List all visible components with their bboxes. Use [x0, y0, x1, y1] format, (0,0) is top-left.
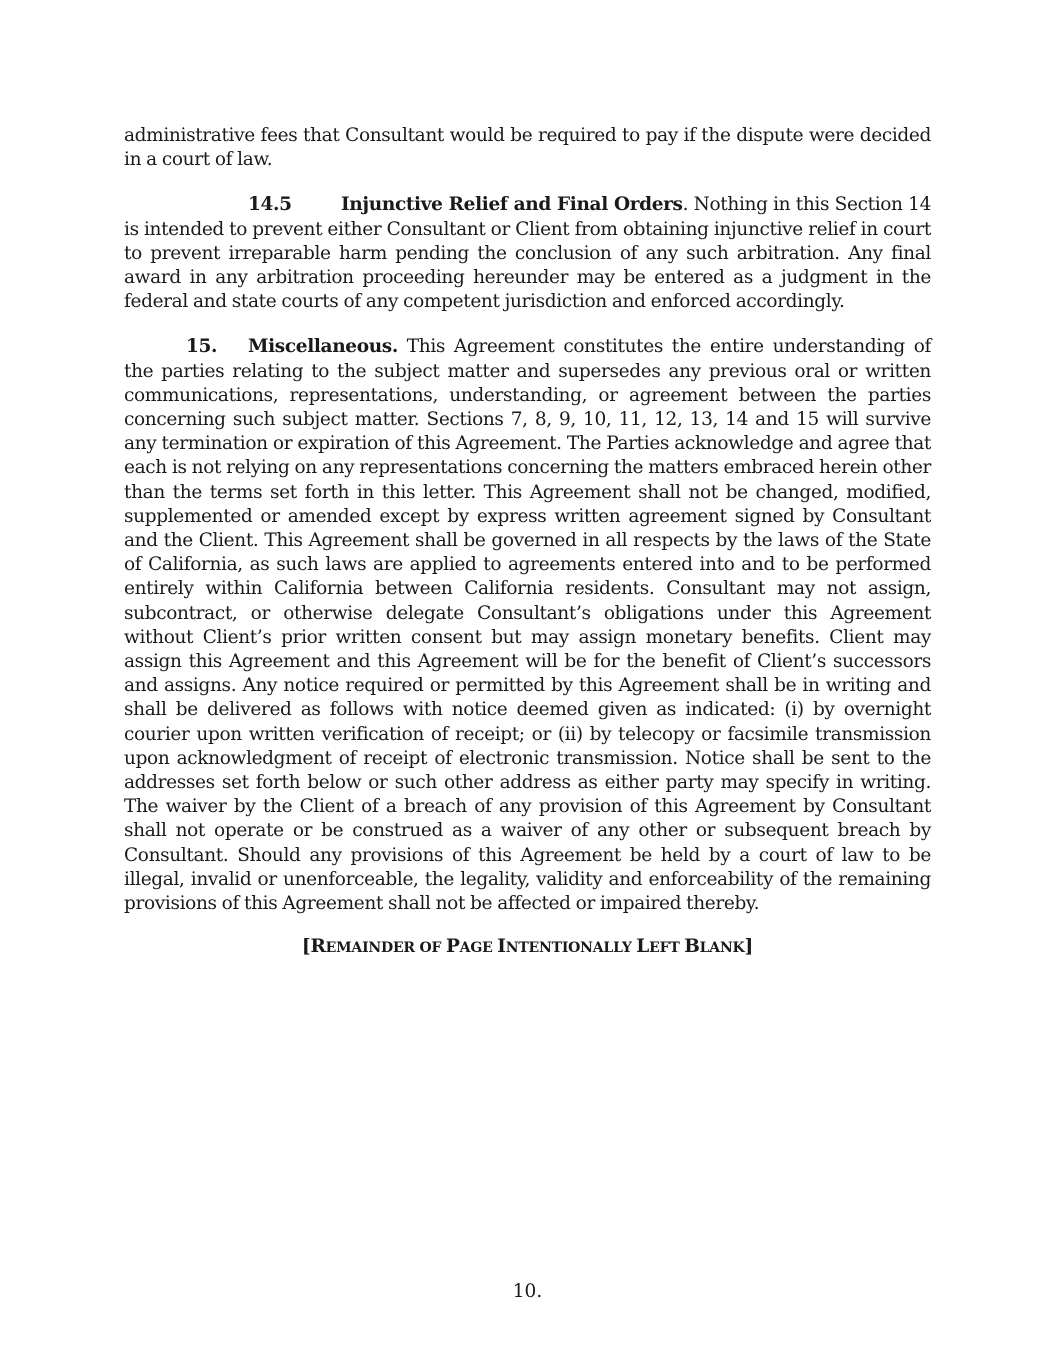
remainder-part: EMAINDER OF	[325, 940, 446, 957]
remainder-blank-notice	[124, 936, 931, 957]
page-number: 10.	[512, 1281, 543, 1302]
section-15-number: 15.	[186, 336, 218, 358]
remainder-part: I	[497, 936, 506, 958]
remainder-part: P	[445, 936, 460, 958]
remainder-part: NTENTIONALLY	[505, 940, 637, 957]
remainder-part: AGE	[459, 940, 498, 957]
document-page	[124, 124, 931, 957]
section-15-body: This Agreement constitutes the entire understanding of the parties relating to the subject matter and supersedes any previous oral or written communications, representations, understanding, or agreement between the parties concerning such subject matter. Sections 7, 8, 9, 10, 11, 12, 13, 14 and 15 will survive any termination or expiration of this Agreement. The Parties acknowledge and agree that each is not relying on any representations concerning the matters embraced herein other than the terms set forth in this letter. This Agreement shall not be changed, modified, supplemented or amended except by express written agreement signed by Consultant and the Client. This Agreement shall be governed in all respects by the laws of the State of California, as such laws are applied to agreements entered into and to be performed entirely within California between California residents. Consultant may not assign, subcontract, or otherwise delegate Consultant’s obligations under this Agreement without Client’s prior written consent but may assign monetary benefits. Client may assign this Agreement and this Agreement will be for the benefit of Client’s successors and assigns. Any notice required or permitted by this Agreement shall be in writing and shall be delivered as follows with notice deemed given as indicated: (i) by overnight courier upon written verification of receipt; or (ii) by telecopy or facsimile transmission upon acknowledgment of receipt of electronic transmission. Notice shall be sent to the addresses set forth below or such other address as either party may specify in writing. The waiver by the Client of a breach of any provision of this Agreement by Consultant shall not operate or be construed as a waiver of any other or subsequent breach by Consultant. Should any provisions of this Agreement be held by a court of law to be illegal, invalid or unenforceable, the legality, validity and enforceability of the remaining provisions of this Agreement shall not be affected or impaired thereby.	[124, 336, 931, 915]
section-14-5-heading-punct: .	[682, 194, 689, 216]
section-14-5-number: 14.5	[248, 194, 292, 216]
section-14-5-body: Nothing in this Section 14 is intended to prevent either Consultant or Client from obtaining injunctive relief in court to prevent irreparable harm pending the conclusion of any such arbitration. Any final award in any arbitration proceeding hereunder may be entered as a judgment in the federal and state courts of any competent jurisdiction and enforced accordingly.	[124, 194, 931, 313]
remainder-part: L	[636, 936, 650, 958]
section-14-5-heading: Injunctive Relief and Final Orders	[341, 194, 683, 216]
remainder-part: B	[684, 936, 700, 958]
section-15-heading: Miscellaneous.	[248, 336, 398, 358]
section-15-paragraph	[124, 335, 931, 916]
remainder-part: LANK	[699, 940, 745, 957]
remainder-part: ]	[744, 936, 754, 958]
remainder-part: EFT	[649, 940, 685, 957]
section-14-5-paragraph	[124, 193, 931, 314]
paragraph-continuation: administrative fees that Consultant would be required to pay if the dispute were decided in a court of law.	[124, 125, 931, 171]
remainder-part: [R	[301, 936, 326, 958]
